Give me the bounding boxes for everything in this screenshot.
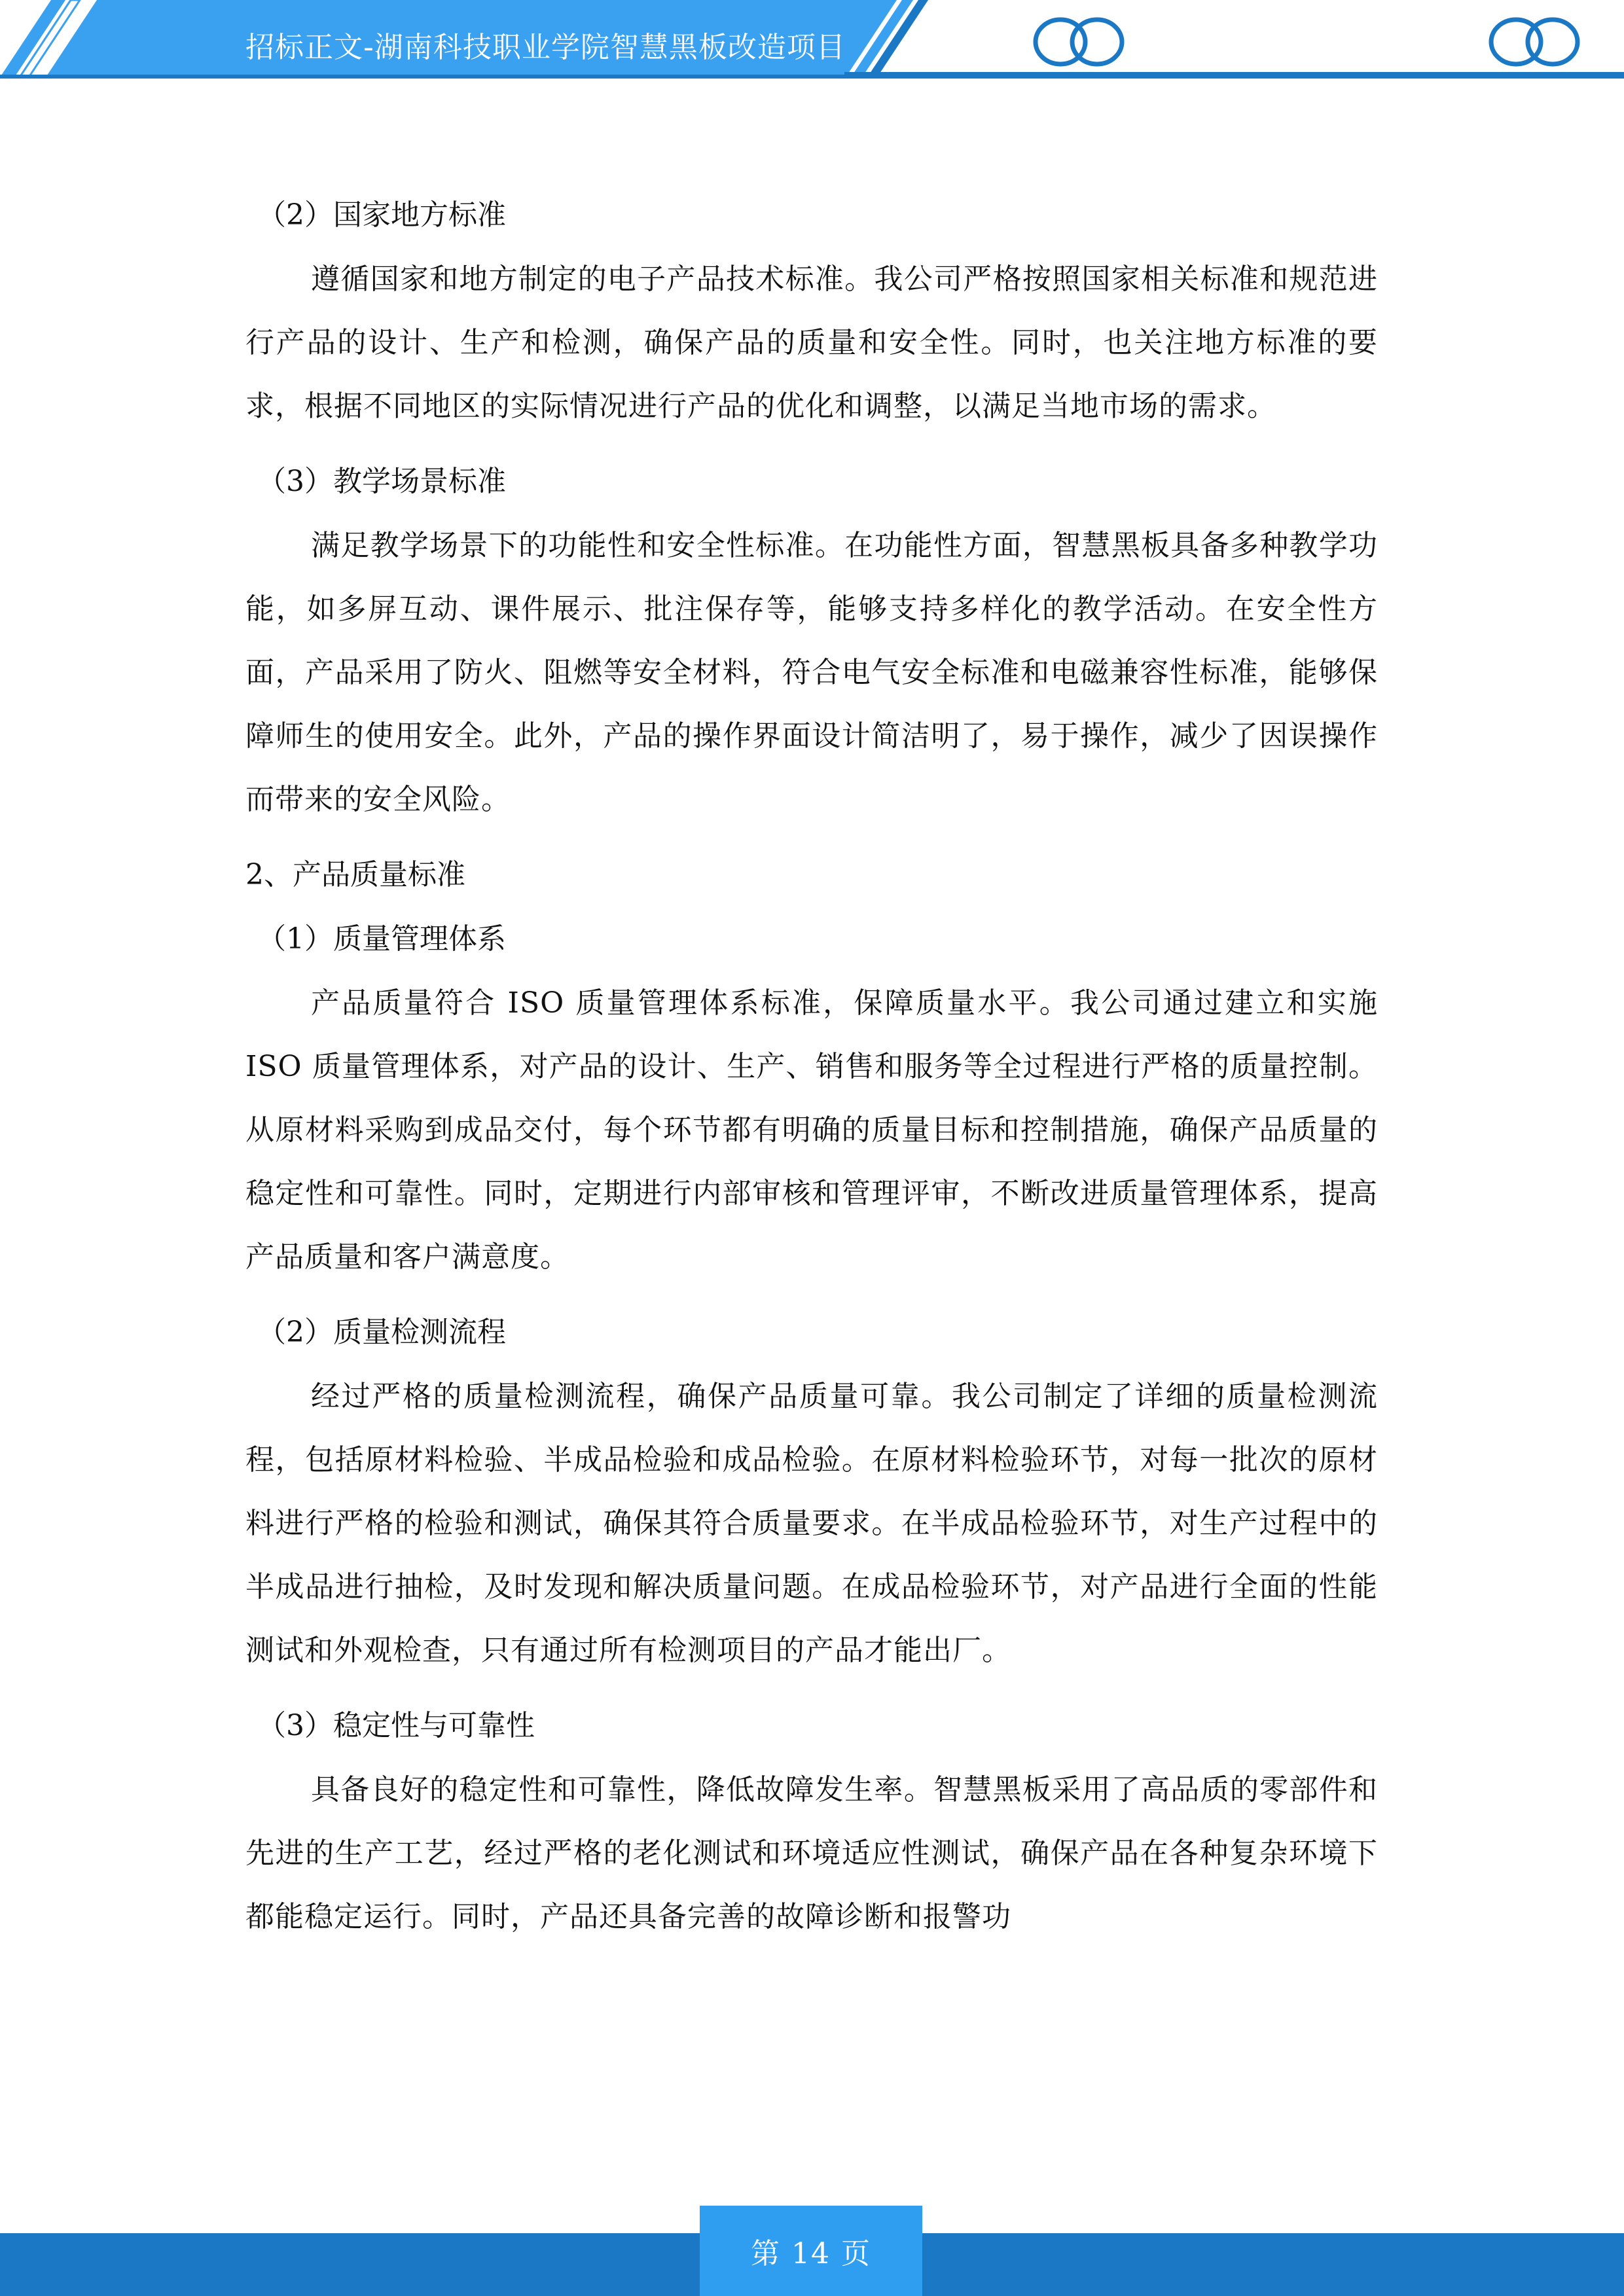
section-heading: 2、产品质量标准 (245, 858, 465, 891)
section-heading: （1）质量管理体系 (257, 922, 506, 956)
section-heading: （3）稳定性与可靠性 (257, 1709, 535, 1742)
paragraph: 具备良好的稳定性和可靠性，降低故障发生率。智慧黑板采用了高品质的零部件和先进的生产工艺，经过严格的老化测试和环境适应性测试，确保产品在各种复杂环境下都能稳定运行。同时，产品还具备完善的故障诊断和报警功 (245, 1773, 1378, 1933)
section-heading: （2）质量检测流程 (257, 1316, 506, 1349)
paragraph: 经过严格的质量检测流程，确保产品质量可靠。我公司制定了详细的质量检测流程，包括原材料检验、半成品检验和成品检验。在原材料检验环节，对每一批次的原材料进行严格的检验和测试，确保其符合质量要求。在半成品检验环节，对生产过程中的半成品进行抽检，及时发现和解决质量问题。在成品检验环节，对产品进行全面的性能测试和外观检查，只有通过所有检测项目的产品才能出厂。 (245, 1380, 1378, 1667)
paragraph: 产品质量符合 ISO 质量管理体系标准，保障质量水平。我公司通过建立和实施 ISO 质量管理体系，对产品的设计、生产、销售和服务等全过程进行严格的质量控制。从原材料采购到成品交付，每个环节都有明确的质量目标和控制措施，确保产品质量的稳定性和可靠性。同时，定期进行内部审核和管理评审，不断改进质量管理体系，提高产品质量和客户满意度。 (245, 986, 1378, 1274)
paragraph: 满足教学场景下的功能性和安全性标准。在功能性方面，智慧黑板具备多种教学功能，如多屏互动、课件展示、批注保存等，能够支持多样化的教学活动。在安全性方面，产品采用了防火、阻燃等安全材料，符合电气安全标准和电磁兼容性标准，能够保障师生的使用安全。此外，产品的操作界面设计简洁明了，易于操作，减少了因误操作而带来的安全风险。 (245, 529, 1378, 816)
page-header (0, 0, 1624, 85)
document-body (245, 183, 1378, 1960)
paragraph: 遵循国家和地方制定的电子产品技术标准。我公司严格按照国家相关标准和规范进行产品的设计、生产和检测，确保产品的质量和安全性。同时，也关注地方标准的要求，根据不同地区的实际情况进行产品的优化和调整，以满足当地市场的需求。 (245, 262, 1378, 423)
section-heading: （3）教学场景标准 (257, 465, 506, 498)
section-heading: （2）国家地方标准 (257, 198, 506, 232)
page-number-box (700, 2206, 922, 2296)
page-number: 第 14 页 (751, 2237, 871, 2270)
header-title: 招标正文-湖南科技职业学院智慧黑板改造项目 (245, 31, 846, 64)
